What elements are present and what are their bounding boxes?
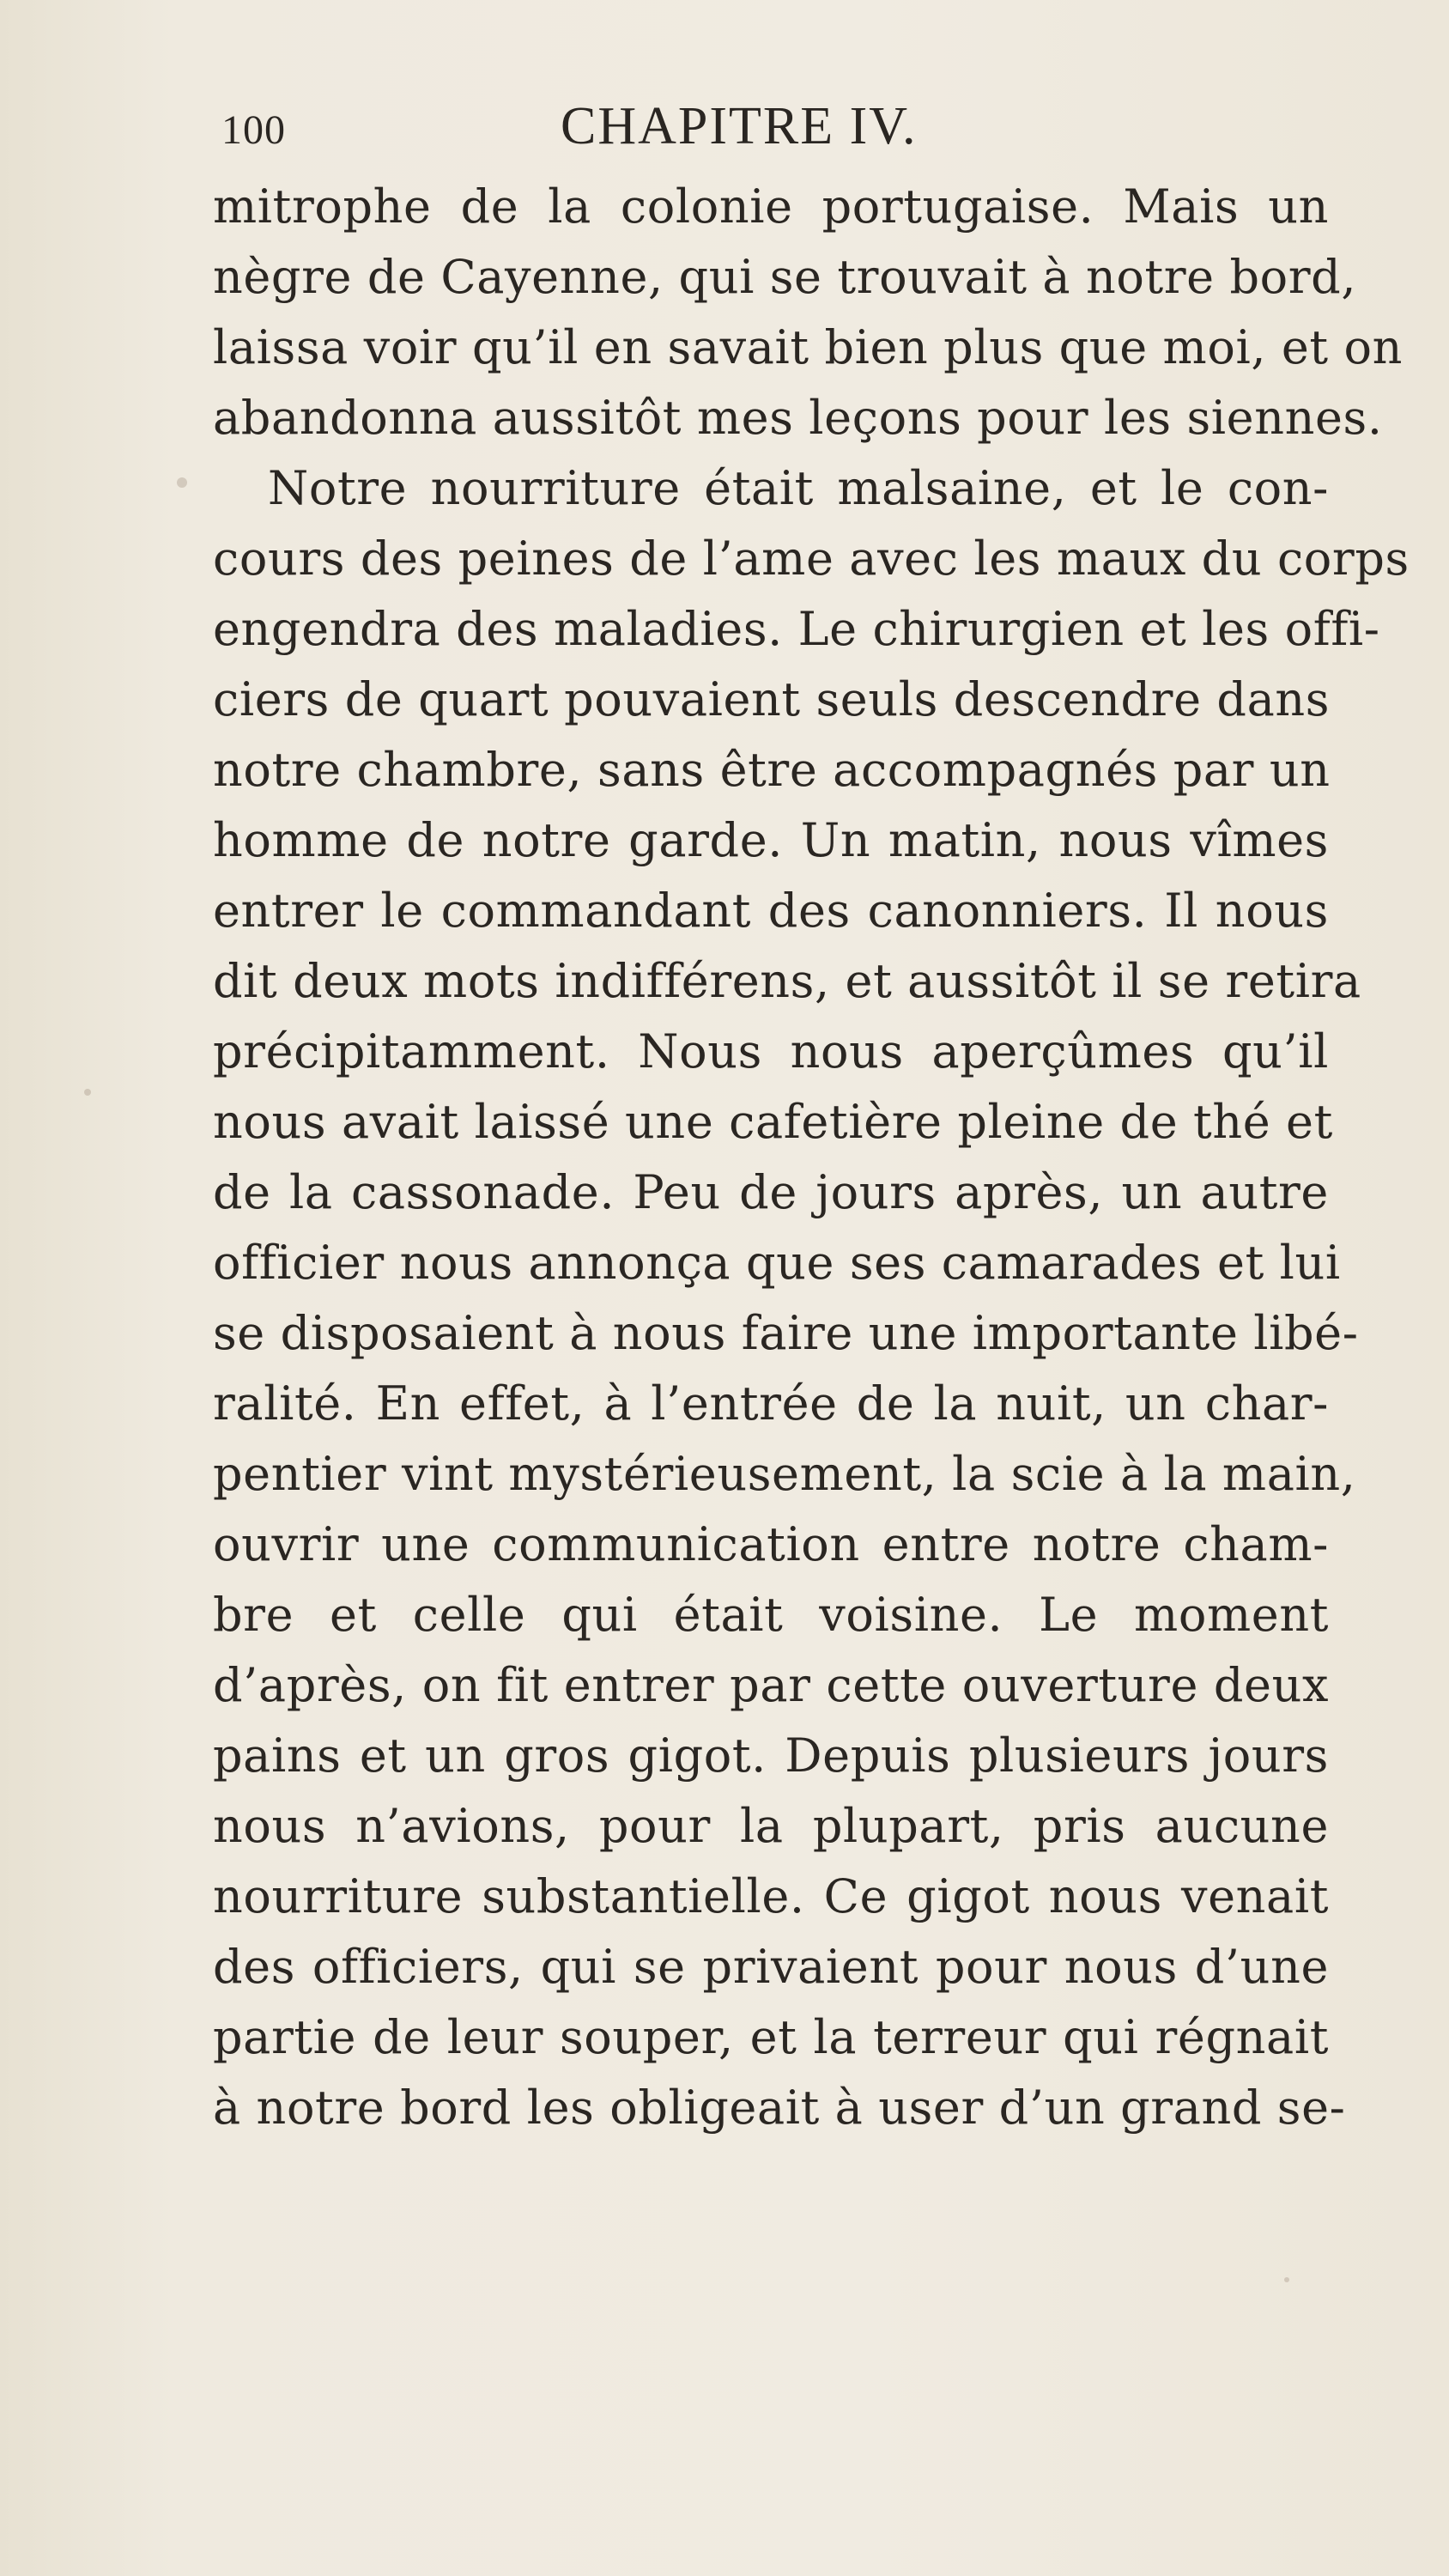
paper-speck (84, 1089, 91, 1096)
text-line: cours des peines de l’ame avec les maux du corps (213, 532, 1410, 586)
text-line: pentier vint mystérieusement, la scie à la main, (213, 1447, 1356, 1501)
text-line: des officiers, qui se privaient pour nous d’une (213, 1940, 1329, 1994)
text-line: nourriture substantielle. Ce gigot nous venait (213, 1869, 1329, 1923)
paper-speck (177, 477, 187, 488)
text-line: nous avait laissé une cafetière pleine de thé et (213, 1095, 1333, 1149)
page-header (221, 96, 1320, 165)
text-line: ciers de quart pouvaient seuls descendre dans (213, 672, 1331, 726)
text-line: laissa voir qu’il en savait bien plus que moi, et on (213, 320, 1403, 374)
text-line: ralité. En effet, à l’entrée de la nuit, un char- (213, 1376, 1329, 1431)
text-line: bre et celle qui était voisine. Le moment (213, 1588, 1329, 1642)
text-line: précipitamment. Nous nous aperçûmes qu’il (213, 1024, 1329, 1078)
text-line: engendra des maladies. Le chirurgien et les offi- (213, 602, 1380, 656)
text-line: se disposaient à nous faire une importante libé- (213, 1306, 1359, 1360)
text-line: d’après, on fit entrer par cette ouverture deux (213, 1658, 1329, 1712)
text-line: dit deux mots indifférens, et aussitôt il se retira (213, 954, 1361, 1008)
text-line: notre chambre, sans être accompagnés par un (213, 743, 1331, 797)
text-line: nègre de Cayenne, qui se trouvait à notre bord, (213, 250, 1357, 304)
text-line: Notre nourriture était malsaine, et le con- (268, 461, 1329, 515)
text-line: ouvrir une communication entre notre cham- (213, 1517, 1329, 1571)
text-line: entrer le commandant des canonniers. Il nous (213, 884, 1329, 938)
text-line: partie de leur souper, et la terreur qui régnait (213, 2010, 1329, 2064)
text-line: abandonna aussitôt mes leçons pour les siennes. (213, 391, 1383, 445)
text-line: nous n’avions, pour la plupart, pris aucune (213, 1799, 1329, 1853)
text-line: officier nous annonça que ses camarades et lui (213, 1236, 1341, 1290)
text-line: pains et un gros gigot. Depuis plusieurs jours (213, 1728, 1329, 1783)
text-line: à notre bord les obligeait à user d’un grand se- (213, 2081, 1346, 2135)
text-line: de la cassonade. Peu de jours après, un autre (213, 1165, 1329, 1219)
paper-speck (1284, 2277, 1289, 2282)
text-line: homme de notre garde. Un matin, nous vîmes (213, 813, 1329, 867)
text-line: mitrophe de la colonie portugaise. Mais un (213, 179, 1329, 234)
page-number: 100 (221, 107, 286, 153)
running-head: CHAPITRE IV. (561, 97, 918, 155)
body-text (213, 172, 1410, 2143)
